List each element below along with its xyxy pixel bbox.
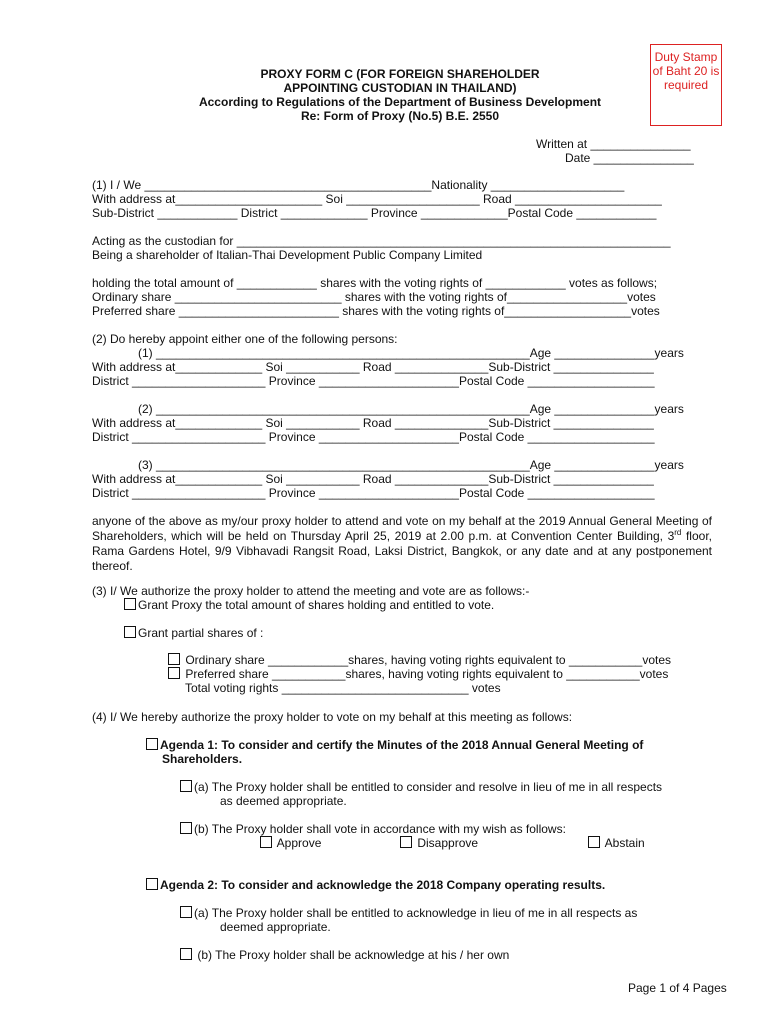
shareholder-name-line[interactable]: (1) I / We ___________________________________________Nationality ____________________ [92, 178, 625, 192]
checkbox-icon[interactable] [124, 626, 136, 638]
agenda-2-option-a-cont: deemed appropriate. [220, 920, 331, 934]
checkbox-icon[interactable] [180, 822, 192, 834]
grant-partial-option[interactable]: Grant partial shares of : [124, 626, 263, 640]
shareholder-address-line[interactable]: With address at______________________ Soi ____________________ Road ______________________ [92, 192, 662, 206]
form-title: PROXY FORM C (FOR FOREIGN SHAREHOLDER [260, 67, 540, 81]
proxy-2-district-line[interactable]: District ____________________ Province _____________________Postal Code ___________________ [92, 430, 655, 444]
checkbox-icon[interactable] [168, 667, 180, 679]
shareholder-district-line[interactable]: Sub-District ____________ District _____________ Province _____________Postal Code ____________ [92, 206, 657, 220]
agenda-1-title[interactable]: Agenda 1: To consider and certify the Minutes of the 2018 Annual General Meeting of [146, 738, 643, 752]
form-subtitle: APPOINTING CUSTODIAN IN THAILAND) [283, 81, 517, 95]
checkbox-icon[interactable] [146, 878, 158, 890]
partial-ordinary-line[interactable]: Ordinary share ____________shares, having voting rights equivalent to ___________votes [168, 653, 671, 667]
custodian-line[interactable]: Acting as the custodian for _________________________________________________________________ [92, 234, 671, 248]
agenda-2-title[interactable]: Agenda 2: To consider and acknowledge the 2018 Company operating results. [146, 878, 605, 892]
proxy-1-district-line[interactable]: District ____________________ Province _____________________Postal Code ___________________ [92, 374, 655, 388]
duty-stamp-box: Duty Stamp of Baht 20 is required [650, 44, 722, 126]
agenda-1-title-cont: Shareholders. [162, 752, 243, 766]
company-line: Being a shareholder of Italian-Thai Development Public Company Limited [92, 248, 483, 262]
appoint-intro: (2) Do hereby appoint either one of the following persons: [92, 332, 398, 346]
agenda-2-option-a[interactable]: (a) The Proxy holder shall be entitled to acknowledge in lieu of me in all respects as [180, 906, 637, 920]
checkbox-icon[interactable] [146, 738, 158, 750]
preferred-share-line[interactable]: Preferred share ________________________ shares with the voting rights of___________________votes [92, 304, 660, 318]
proxy-1-name-line[interactable]: (1) ________________________________________________________Age _______________years [138, 346, 684, 360]
checkbox-icon[interactable] [168, 653, 180, 665]
authorize-intro: (3) I/ We authorize the proxy holder to attend the meeting and vote are as follows:- [92, 584, 530, 598]
agenda-1-option-a-cont: as deemed appropriate. [220, 794, 347, 808]
partial-preferred-line[interactable]: Preferred share ___________shares, having voting rights equivalent to ___________votes [168, 667, 668, 681]
total-voting-line[interactable]: Total voting rights ____________________________ votes [185, 681, 501, 695]
checkbox-icon[interactable] [588, 836, 600, 848]
disapprove-option[interactable]: Disapprove [400, 836, 478, 850]
checkbox-icon[interactable] [124, 598, 136, 610]
form-regulation: According to Regulations of the Department of Business Development [198, 95, 602, 109]
meeting-paragraph: anyone of the above as my/our proxy holder to attend and vote on my behalf at the 2019 Annual General Meeting of Shareholders, which will be held on Thursday April 25, 2019 at 2.00 p.m. at Convention Center Building, 3rd floor, Rama Gardens Hotel, 9/9 Vibhavadi Rangsit Road, Laksi District, Bangkok, or any date and at any postponement thereof. [92, 514, 712, 573]
approve-option[interactable]: Approve [260, 836, 321, 850]
agenda-1-option-a[interactable]: (a) The Proxy holder shall be entitled to consider and resolve in lieu of me in all respects [180, 780, 662, 794]
written-at-field[interactable]: Written at _______________ [536, 137, 691, 151]
vote-intro: (4) I/ We hereby authorize the proxy holder to vote on my behalf at this meeting as follows: [92, 710, 573, 724]
proxy-3-name-line[interactable]: (3) ________________________________________________________Age _______________years [138, 458, 684, 472]
proxy-3-district-line[interactable]: District ____________________ Province _____________________Postal Code ___________________ [92, 486, 655, 500]
checkbox-icon[interactable] [180, 780, 192, 792]
checkbox-icon[interactable] [180, 948, 192, 960]
proxy-1-address-line[interactable]: With address at_____________ Soi ___________ Road ______________Sub-District _______________ [92, 360, 654, 374]
proxy-2-address-line[interactable]: With address at_____________ Soi ___________ Road ______________Sub-District _______________ [92, 416, 654, 430]
checkbox-icon[interactable] [400, 836, 412, 848]
grant-all-option[interactable]: Grant Proxy the total amount of shares holding and entitled to vote. [124, 598, 494, 612]
form-reference: Re: Form of Proxy (No.5) B.E. 2550 [300, 109, 500, 123]
ordinary-share-line[interactable]: Ordinary share _________________________ shares with the voting rights of__________________votes [92, 290, 656, 304]
abstain-option[interactable]: Abstain [588, 836, 645, 850]
agenda-2-option-b[interactable]: (b) The Proxy holder shall be acknowledge at his / her own [180, 948, 509, 962]
page-number: Page 1 of 4 Pages [628, 981, 727, 995]
date-field[interactable]: Date _______________ [565, 151, 694, 165]
checkbox-icon[interactable] [180, 906, 192, 918]
agenda-1-option-b[interactable]: (b) The Proxy holder shall vote in accordance with my wish as follows: [180, 822, 566, 836]
proxy-2-name-line[interactable]: (2) ________________________________________________________Age _______________years [138, 402, 684, 416]
proxy-3-address-line[interactable]: With address at_____________ Soi ___________ Road ______________Sub-District _______________ [92, 472, 654, 486]
checkbox-icon[interactable] [260, 836, 272, 848]
total-shares-line[interactable]: holding the total amount of ____________ shares with the voting rights of ____________ votes as follows; [92, 276, 658, 290]
